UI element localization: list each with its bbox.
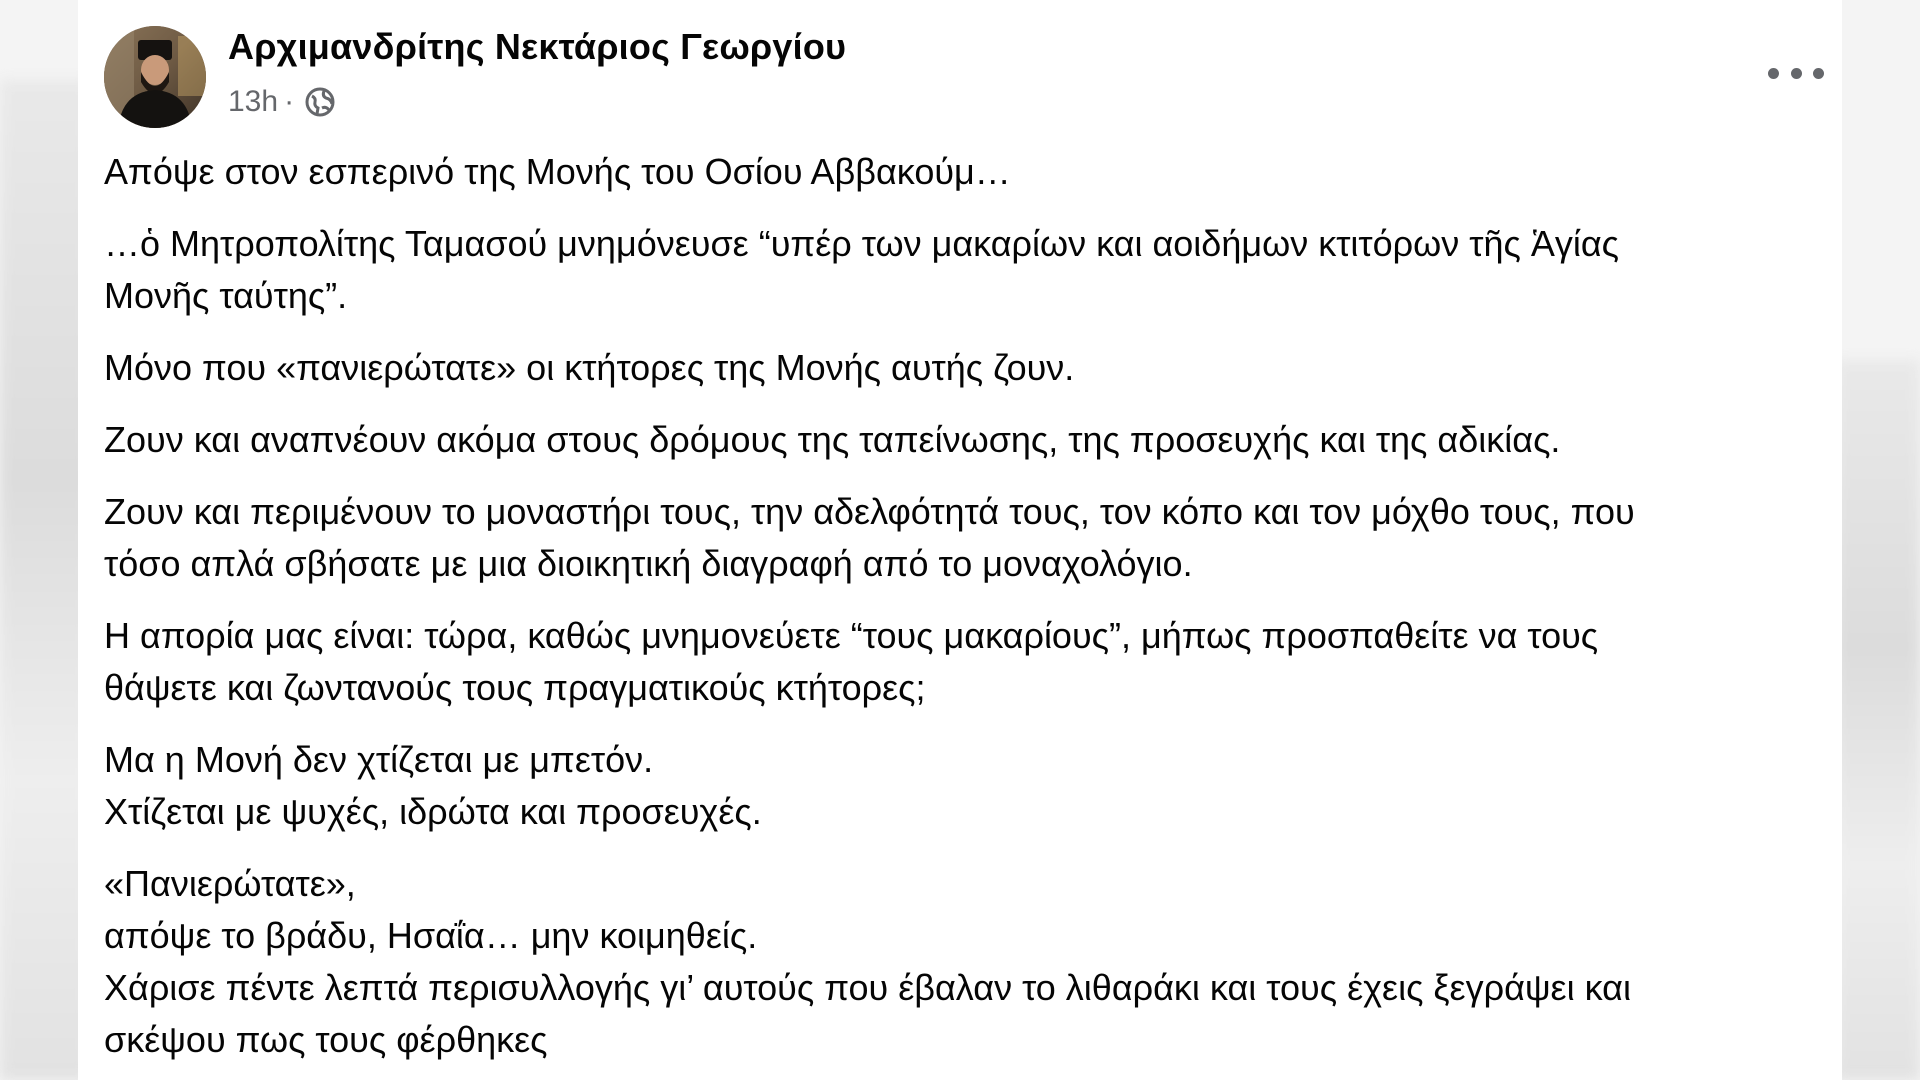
post-paragraph <box>104 486 1824 590</box>
background-blur-left <box>0 80 90 1080</box>
post-meta <box>228 82 336 122</box>
post-text-line: Απόψε στον εσπερινό της Μονής του Οσίου Αββακούμ… <box>104 151 1011 192</box>
post-text-line: …ὁ Μητροπολίτης Ταμασού μνημόνευσε “υπέρ των μακαρίων και αοιδήμων κτιτόρων τῆς Ἁγίας <box>104 223 1620 264</box>
post-paragraph <box>104 218 1824 322</box>
post-text-line: Χτίζεται με ψυχές, ιδρώτα και προσευχές. <box>104 791 762 832</box>
post-text-line: Χάρισε πέντε λεπτά περισυλλογής γι’ αυτούς που έβαλαν το λιθαράκι και τους έχεις ξεγράψει και <box>104 967 1631 1008</box>
post-timestamp[interactable]: 13h <box>228 85 279 118</box>
post-paragraph <box>104 146 1824 198</box>
avatar-photo <box>104 26 206 128</box>
post-body <box>104 146 1824 1080</box>
post-text-line: σκέψου πως τους φέρθηκες <box>104 1019 548 1060</box>
author-name[interactable]: Αρχιμανδρίτης Νεκτάριος Γεωργίου <box>228 26 847 67</box>
post-text-line: Μα η Μονή δεν χτίζεται με μπετόν. <box>104 739 654 780</box>
post-text-line: Μονῆς ταύτης”. <box>104 275 348 316</box>
post-text-line: Ζουν και αναπνέουν ακόμα στους δρόμους της ταπείνωσης, της προσευχής και της αδικίας. <box>104 419 1561 460</box>
facebook-post-card <box>78 0 1842 1080</box>
post-text-line: τόσο απλά σβήσατε με μια διοικητική διαγραφή από το μοναχολόγιο. <box>104 543 1193 584</box>
background-blur-right <box>1835 360 1920 1080</box>
globe-icon[interactable] <box>304 86 336 118</box>
post-paragraph <box>104 858 1824 1066</box>
post-paragraph <box>104 610 1824 714</box>
author-avatar[interactable] <box>104 26 206 128</box>
post-paragraph <box>104 734 1824 838</box>
post-text-line: «Πανιερώτατε», <box>104 863 356 904</box>
meta-separator: · <box>284 85 295 118</box>
post-text-line: Ζουν και περιμένουν το μοναστήρι τους, την αδελφότητά τους, τον κόπο και τον μόχθο τους, που <box>104 491 1635 532</box>
post-text-line: θάψετε και ζωντανούς τους πραγματικούς κτήτορες; <box>104 667 926 708</box>
post-text-line: Η απορία μας είναι: τώρα, καθώς μνημονεύετε “τους μακαρίους”, μήπως προσπαθείτε να τους <box>104 615 1599 656</box>
more-options-icon-dot <box>1768 68 1779 79</box>
more-options-icon-dot <box>1791 68 1802 79</box>
post-paragraph <box>104 342 1824 394</box>
post-paragraph <box>104 414 1824 466</box>
more-options-icon-dot <box>1813 68 1824 79</box>
post-text-line: Μόνο που «πανιερώτατε» οι κτήτορες της Μονής αυτής ζουν. <box>104 347 1075 388</box>
post-text-line: απόψε το βράδυ, Ησαΐα… μην κοιμηθείς. <box>104 915 758 956</box>
more-options-button[interactable] <box>1768 55 1824 91</box>
